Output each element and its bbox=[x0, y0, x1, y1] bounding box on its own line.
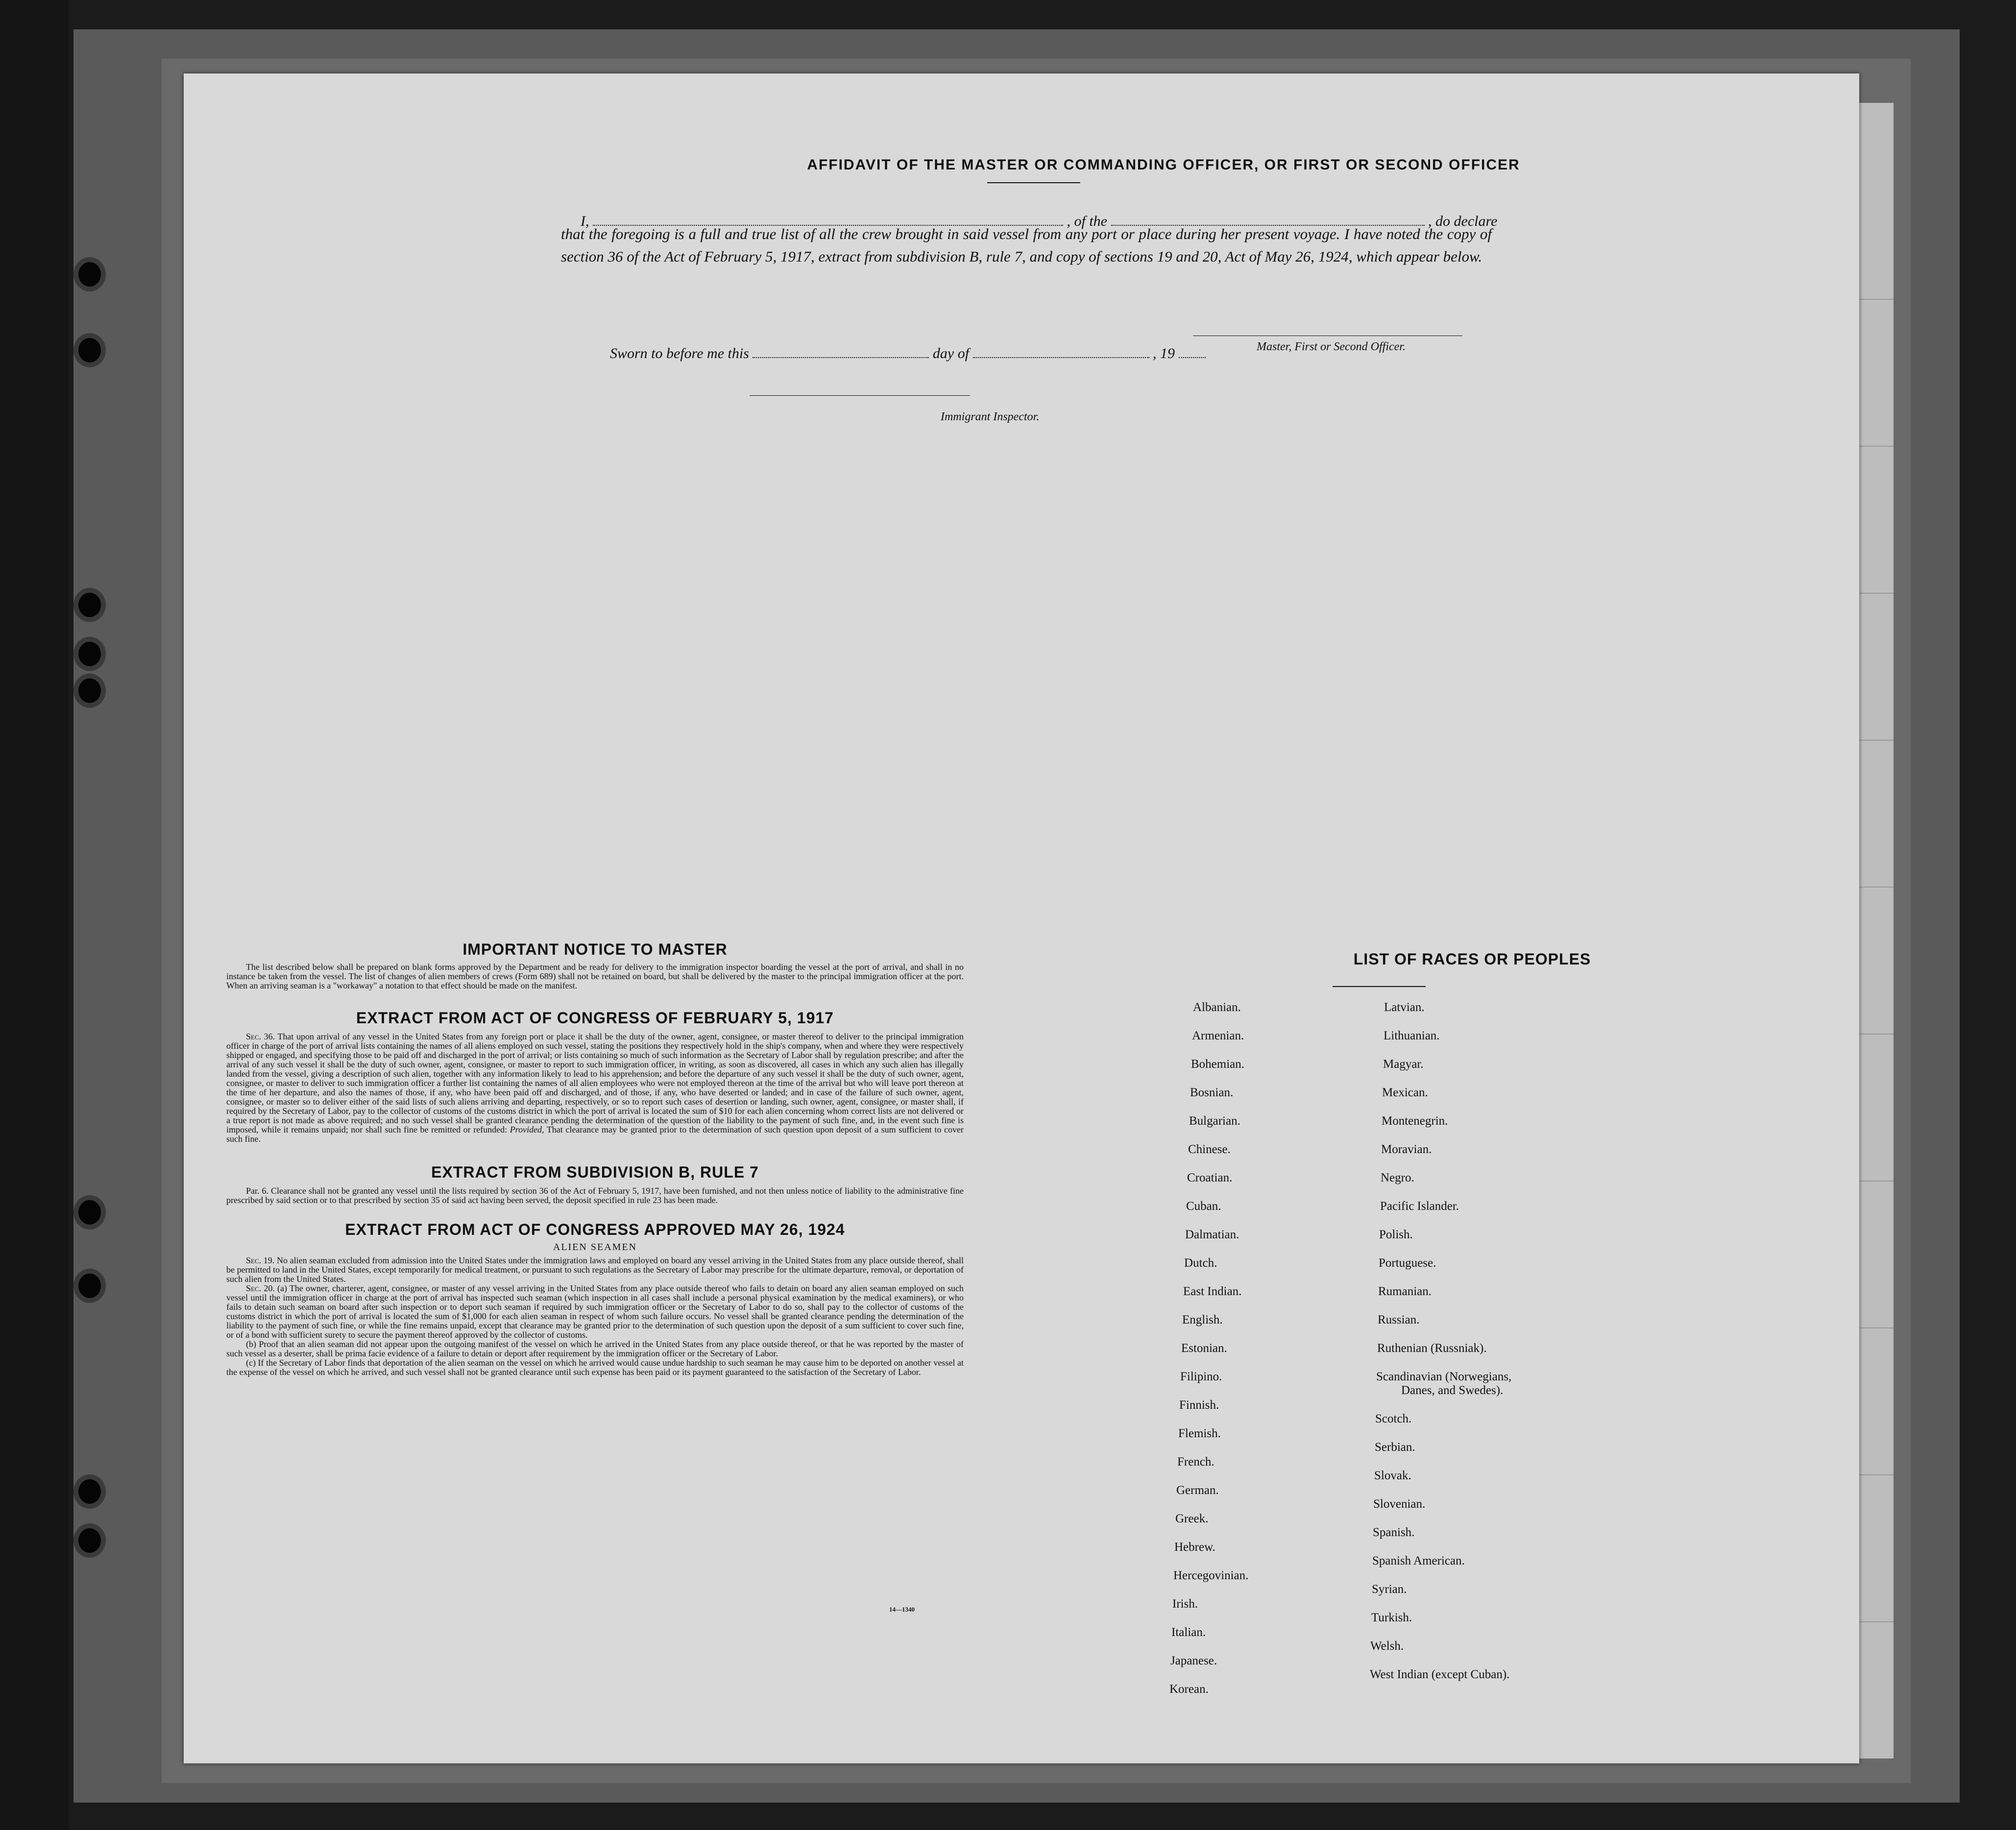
race-item: Bulgarian. bbox=[1189, 1114, 1240, 1128]
under-sheet-edge bbox=[1859, 103, 1894, 1758]
sec20a-body: (a) The owner, charterer, agent, consignee, or master of any vessel arriving in the United States from any place outside thereof who fails to detain on board any alien seaman employed on such vessel until the immigration officer in charge at the port of arrival has inspected such seaman (which inspection in all cases shall include a personal physical examination by the medical examiners), or who fails to detain such seaman on board after such inspection or to deport such seaman if required by such immigration officer or the Secretary of Labor to do so, shall pay to the collector of customs of the customs district in which the port of arrival is located the sum of $1,000 for each alien seaman in respect of whom such failure occurs. No vessel shall be granted clearance pending the determination of the liability to the payment of such fine, or while the fine remains unpaid, except that clearance may be granted prior to the determination of such question upon the deposit of a sum sufficient to cover such fine, or of a bond with sufficient surety to secure the payment thereof approved by the collector of customs. bbox=[226, 1283, 964, 1340]
affidavit-title: AFFIDAVIT OF THE MASTER OR COMMANDING OFFICER, OR FIRST OR SECOND OFFICER bbox=[807, 157, 1520, 173]
race-item: Serbian. bbox=[1375, 1441, 1415, 1454]
race-item: Korean. bbox=[1169, 1683, 1209, 1696]
year-label: , 19 bbox=[1153, 345, 1175, 361]
proviso-text: That clearance may be granted prior to the determination of such question upon deposit of a sum sufficient to cover such fine. bbox=[226, 1125, 964, 1144]
race-item: Moravian. bbox=[1381, 1143, 1432, 1156]
binder-hole bbox=[73, 637, 106, 671]
sworn-label: Sworn to before me this bbox=[610, 345, 749, 361]
race-item: Magyar. bbox=[1383, 1058, 1424, 1071]
sec-label: Sec. 20. bbox=[246, 1283, 275, 1293]
binder-hole bbox=[73, 674, 106, 708]
race-item: Chinese. bbox=[1188, 1143, 1231, 1156]
race-item: Latvian. bbox=[1384, 1001, 1425, 1014]
race-item: Ruthenian (Russniak). bbox=[1377, 1342, 1487, 1355]
sec-label: Sec. 19. bbox=[246, 1255, 275, 1265]
race-item: Italian. bbox=[1171, 1626, 1206, 1639]
sworn-year-field[interactable] bbox=[1179, 345, 1206, 358]
binder-hole bbox=[73, 1195, 106, 1229]
races-title: LIST OF RACES OR PEOPLES bbox=[1353, 950, 1591, 968]
race-item: Pacific Islander. bbox=[1380, 1200, 1459, 1213]
race-item: Slovenian. bbox=[1373, 1497, 1426, 1511]
race-item: Rumanian. bbox=[1378, 1285, 1432, 1298]
race-item: West Indian (except Cuban). bbox=[1370, 1668, 1510, 1681]
race-item: Hercegovinian. bbox=[1173, 1569, 1249, 1582]
race-item: Montenegrin. bbox=[1382, 1114, 1448, 1128]
sworn-day-field[interactable] bbox=[753, 345, 929, 358]
extract-1917-text bbox=[226, 1032, 964, 1144]
extract-rule7-text: Par. 6. Clearance shall not be granted any vessel until the lists required by section 36 of the Act of February 5, 1917, have been furnished, and not then unless notice of liability to the administrative fine prescribed by said section or to that prescribed by section 35 of said act having been served, the deposit specified in rule 23 has been made. bbox=[226, 1186, 964, 1205]
binder-hole bbox=[73, 333, 106, 367]
race-item: Japanese. bbox=[1170, 1654, 1217, 1667]
race-item: Finnish. bbox=[1179, 1398, 1219, 1412]
binder-hole bbox=[73, 1474, 106, 1509]
race-item: Turkish. bbox=[1371, 1611, 1412, 1624]
sworn-month-field[interactable] bbox=[973, 345, 1149, 358]
race-item: Bosnian. bbox=[1190, 1086, 1234, 1099]
declarant-label: I, bbox=[581, 213, 589, 229]
sworn-line bbox=[610, 345, 1206, 362]
race-item: Armenian. bbox=[1192, 1029, 1244, 1042]
binder-hole bbox=[73, 1269, 106, 1303]
title-rule bbox=[987, 182, 1080, 183]
master-caption: Master, First or Second Officer. bbox=[1257, 340, 1406, 353]
extract-1917-title: EXTRACT FROM ACT OF CONGRESS OF FEBRUARY 5, 1917 bbox=[356, 1009, 834, 1027]
binder-edge bbox=[0, 0, 69, 1830]
binder-hole bbox=[73, 257, 106, 291]
sec19-body: No alien seaman excluded from admission into the United States under the immigration laws and employed on board any vessel arriving in the United States from any place outside thereof, shall be permitted to land in the United States, except temporarily for medical treatment, or pursuant to such regulations as the Secretary of Labor may prescribe for the ultimate departure, removal, or deportation of such alien from the United States. bbox=[226, 1255, 964, 1284]
race-item: Lithuanian. bbox=[1384, 1029, 1440, 1042]
legal-extracts bbox=[226, 940, 964, 1377]
sec20c-text: (c) If the Secretary of Labor finds that deportation of the alien seaman on the vessel on which he arrived would cause undue hardship to such seaman he may cause him to be deported on another vessel at the expense of the vessel on which he arrived, and such vessel shall not be granted clearance until such expense has been paid or its payment guaranteed to the satisfaction of the Secretary of Labor. bbox=[226, 1358, 964, 1377]
extract-1924-title: EXTRACT FROM ACT OF CONGRESS APPROVED MAY 26, 1924 bbox=[345, 1221, 845, 1238]
proviso-label: Provided, bbox=[510, 1125, 544, 1134]
race-item: Spanish American. bbox=[1372, 1554, 1465, 1567]
race-item: Negro. bbox=[1381, 1171, 1414, 1184]
race-item: Scotch. bbox=[1375, 1412, 1412, 1425]
inspector-caption: Immigrant Inspector. bbox=[941, 410, 1040, 423]
race-item: Cuban. bbox=[1186, 1200, 1221, 1213]
sec20b-text: (b) Proof that an alien seaman did not appear upon the outgoing manifest of the vessel on which he arrived in the United States from any place outside thereof, or that he was reported by the master of such vessel as a deserter, shall be prima facie evidence of a failure to detain or deport after requirement by the immigration officer or the Secretary of Labor. bbox=[226, 1339, 964, 1358]
sec36-text: That upon arrival of any vessel in the United States from any foreign port or place it shall be the duty of the owner, agent, consignee, or master thereof to deliver to the principal immigration officer in charge of the port of arrival lists containing the names of all aliens employed on such vessel, stating the positions they respectively hold in the ship's company, when and where they were respectively shipped or engaged, and specifying those to be paid off and discharged in the port of arrival; or lists containing so much of such information as the Secretary of Labor shall by regulation prescribe; and after the arrival of any such vessel it shall be the duty of such owner, agent, consignee, or master to report to such immigration officer, in writing, as soon as discovered, all cases in which any such alien has illegally landed from the vessel, giving a description of such alien, together with any information likely to lead to his apprehension; and before the departure of any such vessel it shall be the duty of such owner, agent, consignee, or master to deliver to such immigration officer a further list containing the names of all alien employees who were not employed thereon at the time of the arrival but who will leave port thereon at the time of her departure, and also the names of those, if any, who have been paid off and discharged, and of those, if any, who have deserted or landed; and in case of the failure of such owner, agent, consignee, or master so to deliver either of the said lists of such aliens arriving and departing, respectively, or so to report such cases of desertion or landing, such owner, agent, consignee, or master shall, if required by the Secretary of Labor, pay to the collector of customs of the customs district in which the port of arrival is located the sum of $10 for each alien concerning whom correct lists are not delivered or a true report is not made as above required; and no such vessel shall be granted clearance pending the determination of the question of the liability to the payment of such fine, and, in the event such fine is imposed, while it remains unpaid; nor shall such fine be remitted or refunded: bbox=[226, 1032, 964, 1134]
sec-label: Sec. 36. bbox=[246, 1032, 275, 1041]
declare-label: , do declare bbox=[1428, 213, 1498, 229]
sec19-text bbox=[226, 1256, 964, 1284]
affidavit-body: that the foregoing is a full and true list of all the crew brought in said vessel from any port or place during her present voyage. I have noted the copy of section 36 of the Act of February 5, 1917, extract from subdivision B, rule 7, and copy of sections 19 and 20, Act of May 26, 1924, which appear below. bbox=[561, 225, 1492, 265]
race-item: Mexican. bbox=[1382, 1086, 1428, 1099]
race-item: Welsh. bbox=[1370, 1639, 1404, 1653]
document-page bbox=[184, 73, 1859, 1763]
races-rule bbox=[1333, 986, 1426, 987]
race-item: German. bbox=[1176, 1484, 1219, 1497]
race-item: Albanian. bbox=[1193, 1001, 1241, 1014]
binder-hole bbox=[73, 588, 106, 622]
race-item: Scandinavian (Norwegians, bbox=[1376, 1370, 1512, 1383]
race-item: Russian. bbox=[1378, 1313, 1420, 1326]
race-item: Danes, and Swedes). bbox=[1401, 1384, 1504, 1397]
race-item: Slovak. bbox=[1374, 1469, 1411, 1482]
race-item: Polish. bbox=[1379, 1228, 1413, 1241]
inspector-signature-line[interactable] bbox=[750, 395, 970, 396]
race-item: Flemish. bbox=[1178, 1427, 1221, 1440]
race-item: Portuguese. bbox=[1379, 1256, 1436, 1270]
race-item: Syrian. bbox=[1372, 1583, 1407, 1596]
race-item: Irish. bbox=[1172, 1597, 1198, 1611]
race-item: Dutch. bbox=[1184, 1256, 1217, 1270]
binder-hole bbox=[73, 1523, 106, 1558]
notice-title: IMPORTANT NOTICE TO MASTER bbox=[462, 940, 728, 958]
extract-rule7-title: EXTRACT FROM SUBDIVISION B, RULE 7 bbox=[431, 1163, 759, 1181]
race-item: East Indian. bbox=[1183, 1285, 1242, 1298]
sec20a-text bbox=[226, 1284, 964, 1340]
race-item: Croatian. bbox=[1187, 1171, 1233, 1184]
form-number: 14—1340 bbox=[889, 1606, 915, 1613]
race-item: English. bbox=[1182, 1313, 1223, 1326]
race-item: Estonian. bbox=[1181, 1342, 1227, 1355]
race-item: Hebrew. bbox=[1174, 1541, 1215, 1554]
race-item: Bohemian. bbox=[1191, 1058, 1245, 1071]
race-item: Spanish. bbox=[1373, 1526, 1415, 1539]
race-item: Filipino. bbox=[1180, 1370, 1222, 1383]
race-item: French. bbox=[1177, 1455, 1214, 1469]
notice-text: The list described below shall be prepared on blank forms approved by the Department and be ready for delivery to the immigration inspector boarding the vessel at the port of arrival, and shall in no instance be taken from the vessel. The list of changes of alien members of crews (Form 689) shall not be retained on board, but shall be delivered by the master to the principal immigration officer at the port. When an arriving seaman is a "workaway" a notation to that effect should be made on the manifest. bbox=[226, 962, 964, 990]
race-item: Greek. bbox=[1175, 1512, 1209, 1525]
alien-seamen-subtitle: ALIEN SEAMEN bbox=[553, 1242, 637, 1252]
race-item: Dalmatian. bbox=[1185, 1228, 1239, 1241]
day-of-label: day of bbox=[932, 345, 970, 361]
of-label: , of the bbox=[1067, 213, 1107, 229]
